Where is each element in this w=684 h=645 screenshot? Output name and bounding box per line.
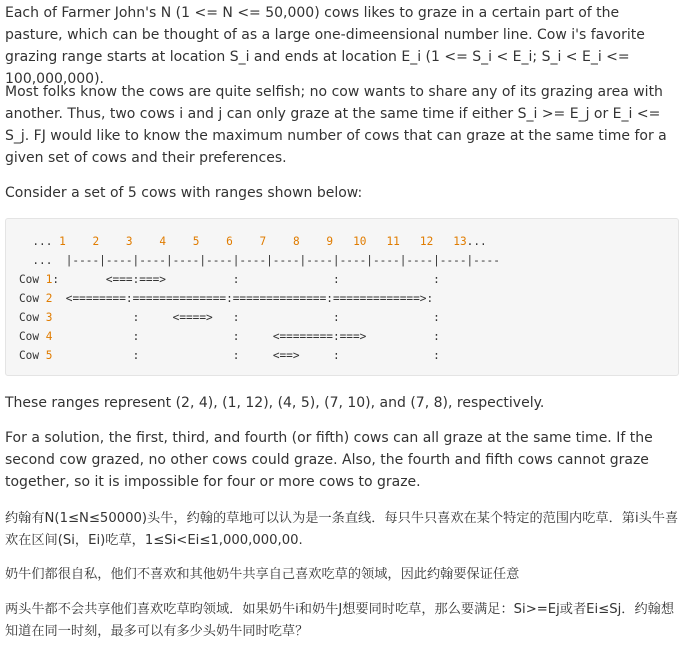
row-num: 2 <box>45 292 53 305</box>
paragraph-intro: Each of Farmer John's N (1 <= N <= 50,000) cows likes to graze in a certain part of the pasture, which can be thought of as a large one-dimeensional number line. Cow i's favorite grazing range starts at location S_i and ends at location E_i (1 <= S_i < E_i; S_i < E_i <= 100,000,000). <box>5 5 645 87</box>
row-body: : : <==> : : <box>52 349 440 362</box>
paragraph-example: Consider a set of 5 cows with ranges shown below: <box>5 185 363 201</box>
tick-11: 11 <box>386 235 400 248</box>
tick-13: 13 <box>453 235 467 248</box>
row-label: Cow <box>19 273 40 286</box>
row-label: Cow <box>19 292 40 305</box>
paragraph-solution: For a solution, the first, third, and fourth (or fifth) cows can all graze at the same time. If the second cow grazed, no other cows could graze. Also, the fourth and fifth cows cannot graze together, so it is impossible for four or more cows to graze. <box>5 430 653 490</box>
row-num: 3 <box>45 311 53 324</box>
row-body: : : <========:===> : <box>52 330 440 343</box>
row-num: 1 <box>45 273 53 286</box>
diagram-axis: ... |----|----|----|----|----|----|----|----|----|----|----|----|---- <box>32 254 500 267</box>
paragraph-zh-condition: 两头牛都不会共享他们喜欢吃草昀领域．如果奶牛i和奶牛J想要同时吃草，那么要满足：Si>=Ej或者Ei≤Sj．约翰想知道在同一时刻，最多可以有多少头奶牛同时吃草？ <box>5 602 675 639</box>
tick-5: 5 <box>192 235 200 248</box>
tick-4: 4 <box>159 235 166 248</box>
row-body: <========:==============:==============:=============>: <box>52 292 434 305</box>
tick-6: 6 <box>226 235 233 248</box>
row-label: Cow <box>19 349 40 362</box>
paragraph-ranges: These ranges represent (2, 4), (1, 12), (4, 5), (7, 10), and (7, 8), respectively. <box>5 395 545 411</box>
row-num: 5 <box>45 349 53 362</box>
tick-10: 10 <box>353 235 367 248</box>
diagram-pre <box>19 232 500 365</box>
tick-2: 2 <box>92 235 100 248</box>
row-body: : <====> : : : <box>52 311 440 324</box>
diagram-dots-left <box>19 235 32 248</box>
row-label: Cow <box>19 330 40 343</box>
tick-9: 9 <box>326 235 334 248</box>
row-num: 4 <box>45 330 53 343</box>
tick-12: 12 <box>419 235 434 248</box>
diagram-dots: ... <box>32 235 53 248</box>
tick-7: 7 <box>259 235 267 248</box>
row-body: : <===:===> : : : <box>52 273 440 286</box>
diagram-dots-right: ... <box>466 235 487 248</box>
tick-1: 1 <box>59 235 66 248</box>
range-diagram <box>5 218 679 376</box>
paragraph-zh-selfish: 奶牛们都很自私，他们不喜欢和其他奶牛共享自己喜欢吃草的领域，因此约翰要保证任意 <box>5 567 520 582</box>
paragraph-zh-intro: 约翰有N(1≤N≤50000)头牛，约翰的草地可以认为是一条直线．每只牛只喜欢在某个特定的范围内吃草．第i头牛喜欢在区间(Si，Ei)吃草，1≤Si<Ei≤1,000,000,00. <box>5 511 679 548</box>
tick-8: 8 <box>292 235 300 248</box>
tick-3: 3 <box>125 235 133 248</box>
paragraph-selfish: Most folks know the cows are quite selfish; no cow wants to share any of its grazing area with another. Thus, two cows i and j can only graze at the same time if either S_i >= E_j or E_i <= S_j. FJ would like to know the maximum number of cows that can graze at the same time for a given set of cows and their preferences. <box>5 84 667 166</box>
row-label: Cow <box>19 311 40 324</box>
